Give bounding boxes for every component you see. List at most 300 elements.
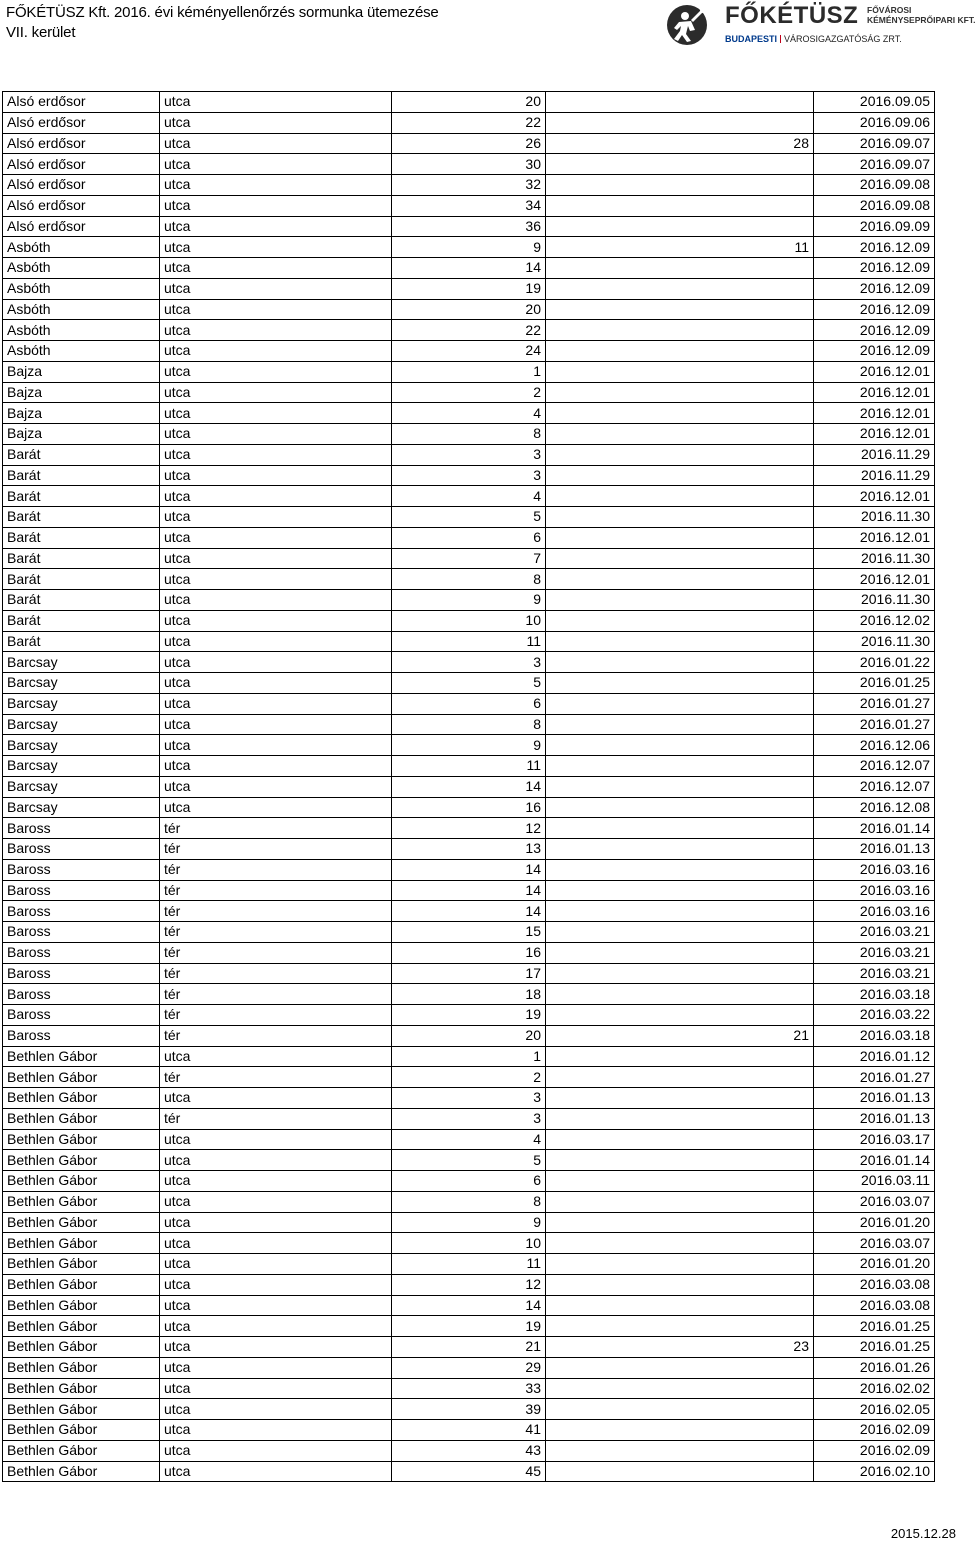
street-name-cell: Asbóth bbox=[3, 258, 160, 279]
house-number-cell: 19 bbox=[392, 1005, 546, 1026]
street-type-cell: utca bbox=[160, 1171, 392, 1192]
street-type-cell: utca bbox=[160, 278, 392, 299]
date-cell: 2016.11.30 bbox=[814, 590, 935, 611]
date-cell: 2016.01.20 bbox=[814, 1212, 935, 1233]
street-type-cell: utca bbox=[160, 1150, 392, 1171]
house-number-cell: 4 bbox=[392, 403, 546, 424]
house-number-to-cell: 11 bbox=[546, 237, 814, 258]
house-number-to-cell bbox=[546, 922, 814, 943]
date-cell: 2016.02.09 bbox=[814, 1420, 935, 1441]
house-number-cell: 10 bbox=[392, 610, 546, 631]
house-number-cell: 14 bbox=[392, 859, 546, 880]
house-number-to-cell: 21 bbox=[546, 1025, 814, 1046]
street-name-cell: Barcsay bbox=[3, 673, 160, 694]
street-type-cell: tér bbox=[160, 942, 392, 963]
house-number-to-cell bbox=[546, 963, 814, 984]
street-type-cell: utca bbox=[160, 1254, 392, 1275]
house-number-to-cell bbox=[546, 1357, 814, 1378]
table-row bbox=[3, 1274, 935, 1295]
date-cell: 2016.12.01 bbox=[814, 569, 935, 590]
table-row bbox=[3, 424, 935, 445]
house-number-cell: 10 bbox=[392, 1233, 546, 1254]
table-row bbox=[3, 507, 935, 528]
house-number-cell: 3 bbox=[392, 444, 546, 465]
logo-sub-rest: VÁROSIGAZGATÓSÁG ZRT. bbox=[784, 34, 902, 44]
street-type-cell: utca bbox=[160, 1046, 392, 1067]
street-name-cell: Barát bbox=[3, 444, 160, 465]
house-number-to-cell bbox=[546, 1461, 814, 1482]
table-row bbox=[3, 631, 935, 652]
street-type-cell: utca bbox=[160, 237, 392, 258]
house-number-cell: 14 bbox=[392, 258, 546, 279]
date-cell: 2016.09.06 bbox=[814, 112, 935, 133]
date-cell: 2016.12.02 bbox=[814, 610, 935, 631]
date-cell: 2016.12.07 bbox=[814, 776, 935, 797]
date-cell: 2016.12.01 bbox=[814, 486, 935, 507]
street-name-cell: Baross bbox=[3, 922, 160, 943]
house-number-cell: 9 bbox=[392, 1212, 546, 1233]
date-cell: 2016.03.16 bbox=[814, 901, 935, 922]
street-name-cell: Baross bbox=[3, 880, 160, 901]
title-line-1: FŐKÉTÜSZ Kft. 2016. évi kéményellenőrzés sormunka ütemezése bbox=[6, 4, 439, 21]
date-cell: 2016.12.09 bbox=[814, 278, 935, 299]
house-number-cell: 5 bbox=[392, 507, 546, 528]
street-name-cell: Asbóth bbox=[3, 341, 160, 362]
table-row bbox=[3, 1357, 935, 1378]
street-name-cell: Barát bbox=[3, 486, 160, 507]
street-name-cell: Barát bbox=[3, 610, 160, 631]
date-cell: 2016.12.09 bbox=[814, 320, 935, 341]
date-cell: 2016.01.27 bbox=[814, 693, 935, 714]
date-cell: 2016.01.27 bbox=[814, 1067, 935, 1088]
street-name-cell: Bethlen Gábor bbox=[3, 1108, 160, 1129]
table-row bbox=[3, 693, 935, 714]
street-type-cell: utca bbox=[160, 133, 392, 154]
house-number-to-cell bbox=[546, 984, 814, 1005]
street-type-cell: utca bbox=[160, 112, 392, 133]
house-number-cell: 19 bbox=[392, 278, 546, 299]
table-row bbox=[3, 548, 935, 569]
table-row bbox=[3, 1233, 935, 1254]
street-name-cell: Barát bbox=[3, 590, 160, 611]
street-type-cell: tér bbox=[160, 839, 392, 860]
street-name-cell: Baross bbox=[3, 839, 160, 860]
street-type-cell: utca bbox=[160, 1274, 392, 1295]
house-number-to-cell bbox=[546, 1440, 814, 1461]
house-number-to-cell bbox=[546, 1420, 814, 1441]
house-number-cell: 20 bbox=[392, 1025, 546, 1046]
table-row bbox=[3, 590, 935, 611]
table-row bbox=[3, 1005, 935, 1026]
date-cell: 2016.01.20 bbox=[814, 1254, 935, 1275]
house-number-to-cell bbox=[546, 92, 814, 113]
date-cell: 2016.01.22 bbox=[814, 652, 935, 673]
table-row bbox=[3, 112, 935, 133]
street-type-cell: utca bbox=[160, 444, 392, 465]
house-number-cell: 9 bbox=[392, 237, 546, 258]
house-number-cell: 17 bbox=[392, 963, 546, 984]
street-name-cell: Bethlen Gábor bbox=[3, 1150, 160, 1171]
date-cell: 2016.12.09 bbox=[814, 341, 935, 362]
house-number-to-cell bbox=[546, 797, 814, 818]
house-number-to-cell bbox=[546, 693, 814, 714]
house-number-to-cell bbox=[546, 735, 814, 756]
table-row bbox=[3, 1212, 935, 1233]
house-number-to-cell bbox=[546, 465, 814, 486]
house-number-to-cell bbox=[546, 278, 814, 299]
date-cell: 2016.09.08 bbox=[814, 195, 935, 216]
table-row bbox=[3, 154, 935, 175]
house-number-cell: 1 bbox=[392, 1046, 546, 1067]
street-name-cell: Alsó erdősor bbox=[3, 112, 160, 133]
house-number-cell: 19 bbox=[392, 1316, 546, 1337]
street-name-cell: Bethlen Gábor bbox=[3, 1233, 160, 1254]
street-name-cell: Barcsay bbox=[3, 756, 160, 777]
street-type-cell: utca bbox=[160, 299, 392, 320]
street-name-cell: Barcsay bbox=[3, 797, 160, 818]
table-row bbox=[3, 258, 935, 279]
house-number-to-cell bbox=[546, 756, 814, 777]
date-cell: 2016.11.30 bbox=[814, 507, 935, 528]
date-cell: 2016.12.09 bbox=[814, 258, 935, 279]
table-row bbox=[3, 1088, 935, 1109]
date-cell: 2016.12.01 bbox=[814, 424, 935, 445]
logo-brand: FŐKÉTÜSZ bbox=[725, 2, 859, 29]
date-cell: 2016.01.25 bbox=[814, 673, 935, 694]
date-cell: 2016.12.01 bbox=[814, 361, 935, 382]
house-number-cell: 14 bbox=[392, 776, 546, 797]
street-name-cell: Baross bbox=[3, 859, 160, 880]
house-number-to-cell bbox=[546, 673, 814, 694]
house-number-to-cell bbox=[546, 548, 814, 569]
house-number-cell: 6 bbox=[392, 693, 546, 714]
street-name-cell: Bethlen Gábor bbox=[3, 1171, 160, 1192]
house-number-cell: 16 bbox=[392, 797, 546, 818]
date-cell: 2016.11.29 bbox=[814, 444, 935, 465]
house-number-to-cell bbox=[546, 1046, 814, 1067]
street-name-cell: Bajza bbox=[3, 424, 160, 445]
street-name-cell: Bajza bbox=[3, 361, 160, 382]
house-number-to-cell bbox=[546, 258, 814, 279]
street-name-cell: Bethlen Gábor bbox=[3, 1420, 160, 1441]
date-cell: 2016.01.13 bbox=[814, 1088, 935, 1109]
street-type-cell: utca bbox=[160, 673, 392, 694]
table-row bbox=[3, 92, 935, 113]
logo-tagline-1: FŐVÁROSI bbox=[867, 5, 912, 15]
table-row bbox=[3, 984, 935, 1005]
table-row bbox=[3, 1337, 935, 1358]
house-number-to-cell bbox=[546, 320, 814, 341]
house-number-to-cell bbox=[546, 631, 814, 652]
house-number-to-cell bbox=[546, 880, 814, 901]
table-row bbox=[3, 1295, 935, 1316]
house-number-cell: 3 bbox=[392, 1088, 546, 1109]
street-type-cell: utca bbox=[160, 154, 392, 175]
house-number-to-cell bbox=[546, 1378, 814, 1399]
street-type-cell: tér bbox=[160, 901, 392, 922]
table-row bbox=[3, 1129, 935, 1150]
date-cell: 2016.03.08 bbox=[814, 1295, 935, 1316]
table-row bbox=[3, 673, 935, 694]
house-number-cell: 4 bbox=[392, 486, 546, 507]
street-type-cell: utca bbox=[160, 693, 392, 714]
table-row bbox=[3, 776, 935, 797]
street-name-cell: Barát bbox=[3, 527, 160, 548]
street-name-cell: Alsó erdősor bbox=[3, 92, 160, 113]
street-name-cell: Asbóth bbox=[3, 237, 160, 258]
date-cell: 2016.09.07 bbox=[814, 154, 935, 175]
street-type-cell: utca bbox=[160, 569, 392, 590]
table-row bbox=[3, 1254, 935, 1275]
street-name-cell: Alsó erdősor bbox=[3, 195, 160, 216]
table-row bbox=[3, 444, 935, 465]
house-number-to-cell bbox=[546, 444, 814, 465]
date-cell: 2016.01.13 bbox=[814, 839, 935, 860]
date-cell: 2016.09.05 bbox=[814, 92, 935, 113]
table-row bbox=[3, 237, 935, 258]
table-row bbox=[3, 922, 935, 943]
date-cell: 2016.09.07 bbox=[814, 133, 935, 154]
table-row bbox=[3, 942, 935, 963]
house-number-to-cell bbox=[546, 507, 814, 528]
house-number-cell: 3 bbox=[392, 652, 546, 673]
street-type-cell: utca bbox=[160, 1233, 392, 1254]
street-type-cell: tér bbox=[160, 1025, 392, 1046]
date-cell: 2016.12.09 bbox=[814, 237, 935, 258]
street-type-cell: utca bbox=[160, 216, 392, 237]
street-type-cell: utca bbox=[160, 527, 392, 548]
date-cell: 2016.02.05 bbox=[814, 1399, 935, 1420]
street-type-cell: tér bbox=[160, 984, 392, 1005]
street-name-cell: Asbóth bbox=[3, 320, 160, 341]
house-number-to-cell bbox=[546, 569, 814, 590]
street-type-cell: utca bbox=[160, 1316, 392, 1337]
table-row bbox=[3, 341, 935, 362]
street-type-cell: utca bbox=[160, 1461, 392, 1482]
house-number-to-cell bbox=[546, 1212, 814, 1233]
house-number-to-cell bbox=[546, 1316, 814, 1337]
table-row bbox=[3, 1025, 935, 1046]
house-number-to-cell bbox=[546, 1129, 814, 1150]
company-logo bbox=[665, 2, 975, 48]
house-number-cell: 2 bbox=[392, 382, 546, 403]
street-name-cell: Alsó erdősor bbox=[3, 175, 160, 196]
house-number-to-cell bbox=[546, 361, 814, 382]
table-row bbox=[3, 382, 935, 403]
date-cell: 2016.12.08 bbox=[814, 797, 935, 818]
house-number-to-cell bbox=[546, 1274, 814, 1295]
street-name-cell: Barát bbox=[3, 548, 160, 569]
house-number-cell: 33 bbox=[392, 1378, 546, 1399]
house-number-cell: 36 bbox=[392, 216, 546, 237]
street-type-cell: utca bbox=[160, 175, 392, 196]
street-name-cell: Bethlen Gábor bbox=[3, 1316, 160, 1337]
house-number-to-cell bbox=[546, 901, 814, 922]
house-number-cell: 21 bbox=[392, 1337, 546, 1358]
street-type-cell: utca bbox=[160, 735, 392, 756]
house-number-to-cell bbox=[546, 527, 814, 548]
house-number-cell: 2 bbox=[392, 1067, 546, 1088]
street-type-cell: utca bbox=[160, 424, 392, 445]
street-type-cell: utca bbox=[160, 610, 392, 631]
date-cell: 2016.12.01 bbox=[814, 382, 935, 403]
street-name-cell: Barát bbox=[3, 465, 160, 486]
house-number-to-cell bbox=[546, 1399, 814, 1420]
table-row bbox=[3, 527, 935, 548]
house-number-to-cell bbox=[546, 403, 814, 424]
street-type-cell: utca bbox=[160, 403, 392, 424]
street-name-cell: Alsó erdősor bbox=[3, 216, 160, 237]
street-name-cell: Alsó erdősor bbox=[3, 133, 160, 154]
house-number-to-cell bbox=[546, 1171, 814, 1192]
title-line-2: VII. kerület bbox=[6, 24, 76, 41]
date-cell: 2016.03.16 bbox=[814, 859, 935, 880]
street-type-cell: utca bbox=[160, 507, 392, 528]
street-name-cell: Bethlen Gábor bbox=[3, 1212, 160, 1233]
street-name-cell: Bethlen Gábor bbox=[3, 1295, 160, 1316]
street-type-cell: utca bbox=[160, 258, 392, 279]
house-number-cell: 22 bbox=[392, 112, 546, 133]
street-type-cell: utca bbox=[160, 1129, 392, 1150]
table-row bbox=[3, 901, 935, 922]
street-name-cell: Barcsay bbox=[3, 693, 160, 714]
street-name-cell: Barát bbox=[3, 631, 160, 652]
table-row bbox=[3, 1191, 935, 1212]
house-number-to-cell bbox=[546, 341, 814, 362]
logo-divider bbox=[780, 35, 781, 43]
table-row bbox=[3, 299, 935, 320]
house-number-to-cell bbox=[546, 942, 814, 963]
street-type-cell: utca bbox=[160, 195, 392, 216]
table-row bbox=[3, 859, 935, 880]
date-cell: 2016.12.06 bbox=[814, 735, 935, 756]
table-row bbox=[3, 1171, 935, 1192]
house-number-to-cell bbox=[546, 1150, 814, 1171]
street-type-cell: utca bbox=[160, 1357, 392, 1378]
logo-sub-bold: BUDAPESTI bbox=[725, 34, 778, 44]
house-number-to-cell: 28 bbox=[546, 133, 814, 154]
house-number-cell: 3 bbox=[392, 465, 546, 486]
street-name-cell: Barcsay bbox=[3, 776, 160, 797]
street-type-cell: utca bbox=[160, 631, 392, 652]
house-number-cell: 18 bbox=[392, 984, 546, 1005]
street-type-cell: utca bbox=[160, 92, 392, 113]
table-row bbox=[3, 1440, 935, 1461]
table-row bbox=[3, 756, 935, 777]
street-type-cell: utca bbox=[160, 341, 392, 362]
house-number-cell: 7 bbox=[392, 548, 546, 569]
street-name-cell: Bethlen Gábor bbox=[3, 1046, 160, 1067]
table-row bbox=[3, 1108, 935, 1129]
street-name-cell: Bethlen Gábor bbox=[3, 1337, 160, 1358]
table-row bbox=[3, 880, 935, 901]
house-number-to-cell bbox=[546, 1295, 814, 1316]
house-number-to-cell bbox=[546, 1191, 814, 1212]
house-number-cell: 6 bbox=[392, 1171, 546, 1192]
street-type-cell: tér bbox=[160, 1067, 392, 1088]
house-number-cell: 3 bbox=[392, 1108, 546, 1129]
street-type-cell: utca bbox=[160, 1212, 392, 1233]
house-number-cell: 6 bbox=[392, 527, 546, 548]
logo-subtitle bbox=[725, 34, 902, 45]
table-row bbox=[3, 652, 935, 673]
house-number-cell: 29 bbox=[392, 1357, 546, 1378]
street-type-cell: utca bbox=[160, 797, 392, 818]
date-cell: 2016.03.17 bbox=[814, 1129, 935, 1150]
house-number-cell: 8 bbox=[392, 714, 546, 735]
house-number-cell: 26 bbox=[392, 133, 546, 154]
street-type-cell: utca bbox=[160, 1337, 392, 1358]
house-number-to-cell bbox=[546, 652, 814, 673]
house-number-cell: 30 bbox=[392, 154, 546, 175]
table-row bbox=[3, 216, 935, 237]
table-row bbox=[3, 486, 935, 507]
street-name-cell: Bethlen Gábor bbox=[3, 1461, 160, 1482]
street-name-cell: Baross bbox=[3, 1005, 160, 1026]
street-type-cell: tér bbox=[160, 818, 392, 839]
house-number-to-cell bbox=[546, 1233, 814, 1254]
street-name-cell: Baross bbox=[3, 1025, 160, 1046]
table-row bbox=[3, 797, 935, 818]
house-number-cell: 11 bbox=[392, 1254, 546, 1275]
table-row bbox=[3, 714, 935, 735]
street-type-cell: utca bbox=[160, 465, 392, 486]
table-row bbox=[3, 839, 935, 860]
table-row bbox=[3, 818, 935, 839]
house-number-cell: 9 bbox=[392, 590, 546, 611]
street-name-cell: Bethlen Gábor bbox=[3, 1357, 160, 1378]
house-number-to-cell bbox=[546, 112, 814, 133]
street-type-cell: tér bbox=[160, 922, 392, 943]
house-number-cell: 8 bbox=[392, 1191, 546, 1212]
street-name-cell: Barát bbox=[3, 507, 160, 528]
house-number-to-cell bbox=[546, 382, 814, 403]
street-name-cell: Baross bbox=[3, 901, 160, 922]
street-type-cell: utca bbox=[160, 714, 392, 735]
house-number-to-cell bbox=[546, 776, 814, 797]
street-name-cell: Barcsay bbox=[3, 652, 160, 673]
schedule-table bbox=[2, 91, 935, 1482]
footer-date: 2015.12.28 bbox=[890, 1526, 956, 1541]
street-name-cell: Barcsay bbox=[3, 735, 160, 756]
house-number-cell: 43 bbox=[392, 1440, 546, 1461]
house-number-to-cell: 23 bbox=[546, 1337, 814, 1358]
house-number-to-cell bbox=[546, 610, 814, 631]
date-cell: 2016.03.08 bbox=[814, 1274, 935, 1295]
street-type-cell: utca bbox=[160, 382, 392, 403]
table-row bbox=[3, 195, 935, 216]
street-type-cell: utca bbox=[160, 486, 392, 507]
table-row bbox=[3, 610, 935, 631]
table-row bbox=[3, 175, 935, 196]
logo-tagline bbox=[867, 5, 975, 25]
date-cell: 2016.01.13 bbox=[814, 1108, 935, 1129]
street-name-cell: Bethlen Gábor bbox=[3, 1399, 160, 1420]
house-number-cell: 4 bbox=[392, 1129, 546, 1150]
house-number-cell: 9 bbox=[392, 735, 546, 756]
street-type-cell: tér bbox=[160, 859, 392, 880]
house-number-cell: 11 bbox=[392, 631, 546, 652]
house-number-cell: 12 bbox=[392, 1274, 546, 1295]
date-cell: 2016.01.14 bbox=[814, 818, 935, 839]
house-number-to-cell bbox=[546, 195, 814, 216]
date-cell: 2016.03.22 bbox=[814, 1005, 935, 1026]
date-cell: 2016.11.30 bbox=[814, 631, 935, 652]
logo-tagline-2: KÉMÉNYSEPRŐIPARI KFT. bbox=[867, 15, 975, 25]
date-cell: 2016.01.12 bbox=[814, 1046, 935, 1067]
street-type-cell: utca bbox=[160, 1295, 392, 1316]
house-number-cell: 34 bbox=[392, 195, 546, 216]
